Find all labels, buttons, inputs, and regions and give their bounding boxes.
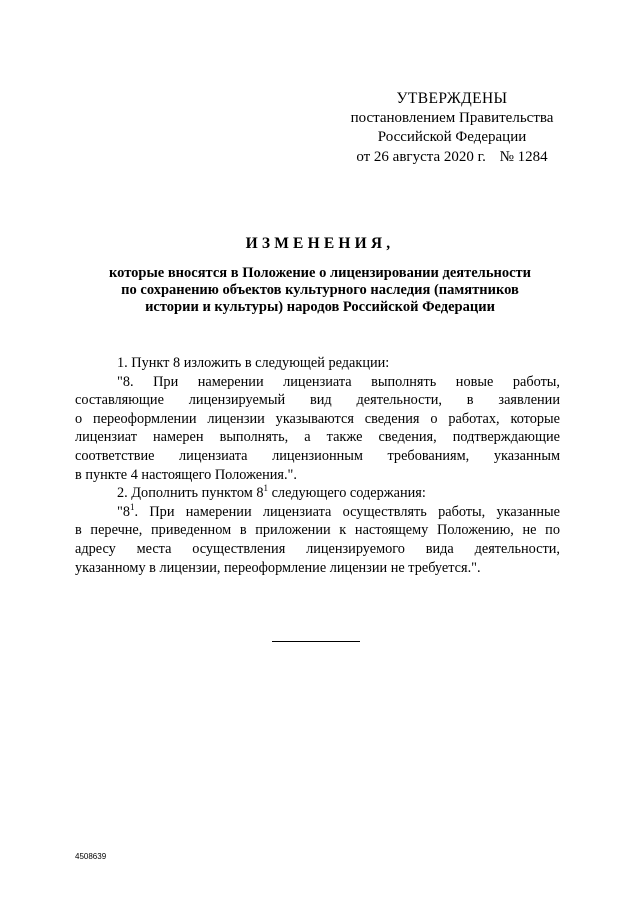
subtitle-line: которые вносятся в Положение о лицензировании деятельности	[108, 265, 532, 281]
item-2-first-start: "8	[117, 503, 130, 520]
item-2-intro	[75, 484, 560, 503]
item-2-first-line	[75, 503, 560, 522]
item-1-intro: 1. Пункт 8 изложить в следующей редакции:	[117, 355, 390, 371]
item-2-intro-end: следующего содержания:	[268, 485, 426, 502]
item-1-last-line: в пункте 4 настоящего Положения.".	[75, 466, 297, 483]
approval-title: УТВЕРЖДЕНЫ	[396, 90, 508, 107]
item-1-line: "8. При намерении лицензиата выполнять новые работы,	[117, 373, 560, 390]
approval-date: от 26 августа 2020 г.	[356, 148, 486, 165]
superscript: 1	[130, 501, 135, 512]
number-sign: №	[499, 148, 514, 165]
item-2-last-line: указанному в лицензии, переоформление лицензии не требуется.".	[75, 559, 481, 576]
item-2-first-end: . При намерении лицензиата осуществлять работы, указанные	[134, 503, 560, 520]
approval-number: 1284	[517, 148, 548, 165]
item-2-line: адресу места осуществления лицензируемого вида деятельности,	[75, 540, 560, 557]
document-heading	[70, 235, 570, 317]
document-code: 4508639	[75, 852, 107, 861]
subtitle-line: истории и культуры) народов Российской Федерации	[145, 299, 495, 316]
item-1-line: соответствие лицензиата лицензионным требованиям, указанным	[75, 447, 560, 464]
item-2-intro-start: 2. Дополнить пунктом 8	[117, 485, 264, 502]
item-1-line: о переоформлении лицензии указываются сведения о работах, которые	[75, 410, 560, 427]
item-2-line: в перечне, приведенном в приложении к настоящему Положению, не по	[75, 522, 560, 539]
item-1-line: лицензиат намерен выполнять, а также сведения, подтверждающие	[75, 429, 560, 446]
document-subtitle	[70, 265, 570, 317]
approval-date-line	[340, 148, 564, 168]
subtitle-line: по сохранению объектов культурного наследия (памятников	[121, 282, 519, 299]
approval-stamp	[340, 89, 564, 167]
document-title: ИЗМЕНЕНИЯ,	[245, 235, 395, 252]
document-body	[75, 354, 560, 577]
approval-line-1: постановлением Правительства	[350, 109, 554, 126]
superscript: 1	[263, 483, 269, 494]
item-1-line: составляющие лицензируемый вид деятельности, в заявлении	[75, 392, 560, 409]
separator-line	[272, 641, 360, 642]
approval-line-2: Российской Федерации	[377, 129, 527, 145]
